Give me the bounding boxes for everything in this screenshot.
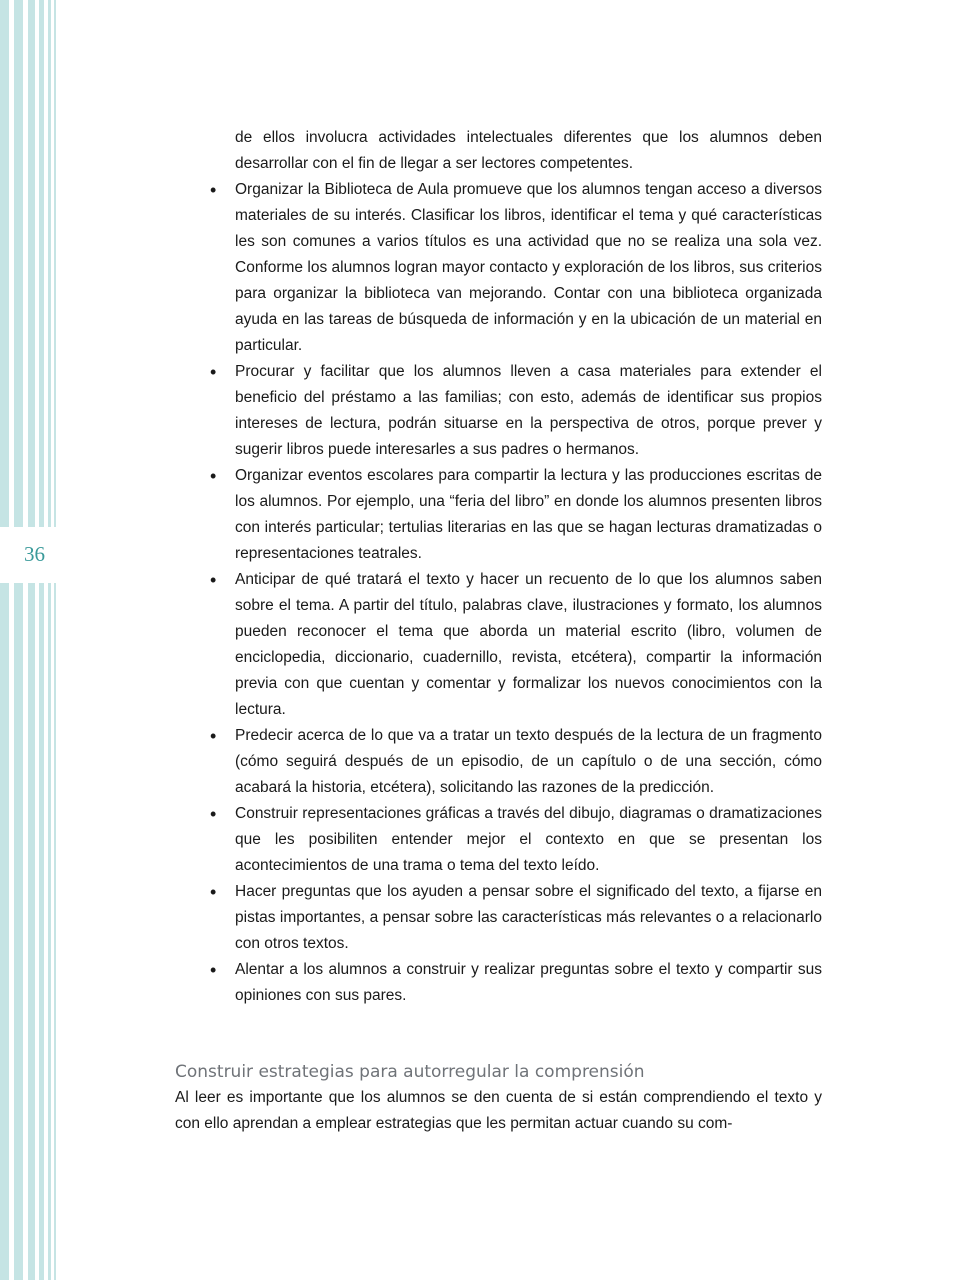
- list-item: • Organizar eventos escolares para compartir la lectura y las producciones escritas de los alumnos. Por ejemplo, una “feria del libro” en donde los alumnos presenten libros con interés particular; tertulias literarias en las que se hagan lecturas dramatizadas o representaciones teatrales.: [206, 463, 822, 567]
- list-item: • Alentar a los alumnos a construir y realizar preguntas sobre el texto y compartir sus opiniones con sus pares.: [206, 957, 822, 1009]
- margin-stripes: [0, 0, 60, 1280]
- margin-stripe: [39, 0, 44, 1280]
- list-item: • Procurar y facilitar que los alumnos lleven a casa materiales para extender el beneficio del préstamo a las familias; con esto, además de identificar sus propios intereses de lectura, podrán situarse en la perspectiva de otros, porque prever y sugerir libros puede interesarles a sus padres o hermanos.: [206, 359, 822, 463]
- margin-stripe: [54, 0, 56, 1280]
- margin-stripe: [48, 0, 51, 1280]
- section-heading: Construir estrategias para autorregular la comprensión: [175, 1062, 645, 1082]
- list-item-continued: de ellos involucra actividades intelectuales diferentes que los alumnos deben desarrollar con el fin de llegar a ser lectores competentes.: [235, 129, 822, 172]
- list-item: • Organizar la Biblioteca de Aula promueve que los alumnos tengan acceso a diversos materiales de su interés. Clasificar los libros, identificar el tema y qué características les son comunes a varios títulos es una actividad que no se realiza una sola vez. Conforme los alumnos logran mayor contacto y exploración de los libros, sus criterios para organizar la biblioteca van mejorando. Contar con una biblioteca organizada ayuda en las tareas de búsqueda de información y en la ubicación de un material en particular.: [206, 177, 822, 359]
- list-item: • Anticipar de qué tratará el texto y hacer un recuento de lo que los alumnos saben sobre el tema. A partir del título, palabras clave, ilustraciones y formato, los alumnos pueden reconocer el tema que aborda un material escrito (libro, volumen de enciclopedia, diccionario, cuadernillo, revista, etcétera), compartir la información previa con que cuentan y comentar y formalizar los nuevos conocimientos con la lectura.: [206, 567, 822, 723]
- section-body: Al leer es importante que los alumnos se den cuenta de si están comprendiendo el texto y con ello aprendan a emplear estrategias que les permitan actuar cuando su com-: [175, 1089, 822, 1132]
- page-number: 36: [24, 542, 45, 566]
- list-item: • Hacer preguntas que los ayuden a pensar sobre el significado del texto, a fijarse en pistas importantes, a pensar sobre las características más relevantes o a relacionarlo con otros textos.: [206, 879, 822, 957]
- margin-stripe: [0, 0, 9, 1280]
- list-item: • Predecir acerca de lo que va a tratar un texto después de la lectura de un fragmento (cómo seguirá después de un episodio, de un capítulo o de una sección, cómo acabará la historia, etcétera), solicitando las razones de la predicción.: [206, 723, 822, 801]
- list-item: • Construir representaciones gráficas a través del dibujo, diagramas o dramatizaciones que les posibiliten entender mejor el contexto en que se presentan los acontecimientos de una trama o tema del texto leído.: [206, 801, 822, 879]
- bullet-list: [206, 125, 822, 1009]
- margin-stripe: [14, 0, 23, 1280]
- margin-stripe: [28, 0, 35, 1280]
